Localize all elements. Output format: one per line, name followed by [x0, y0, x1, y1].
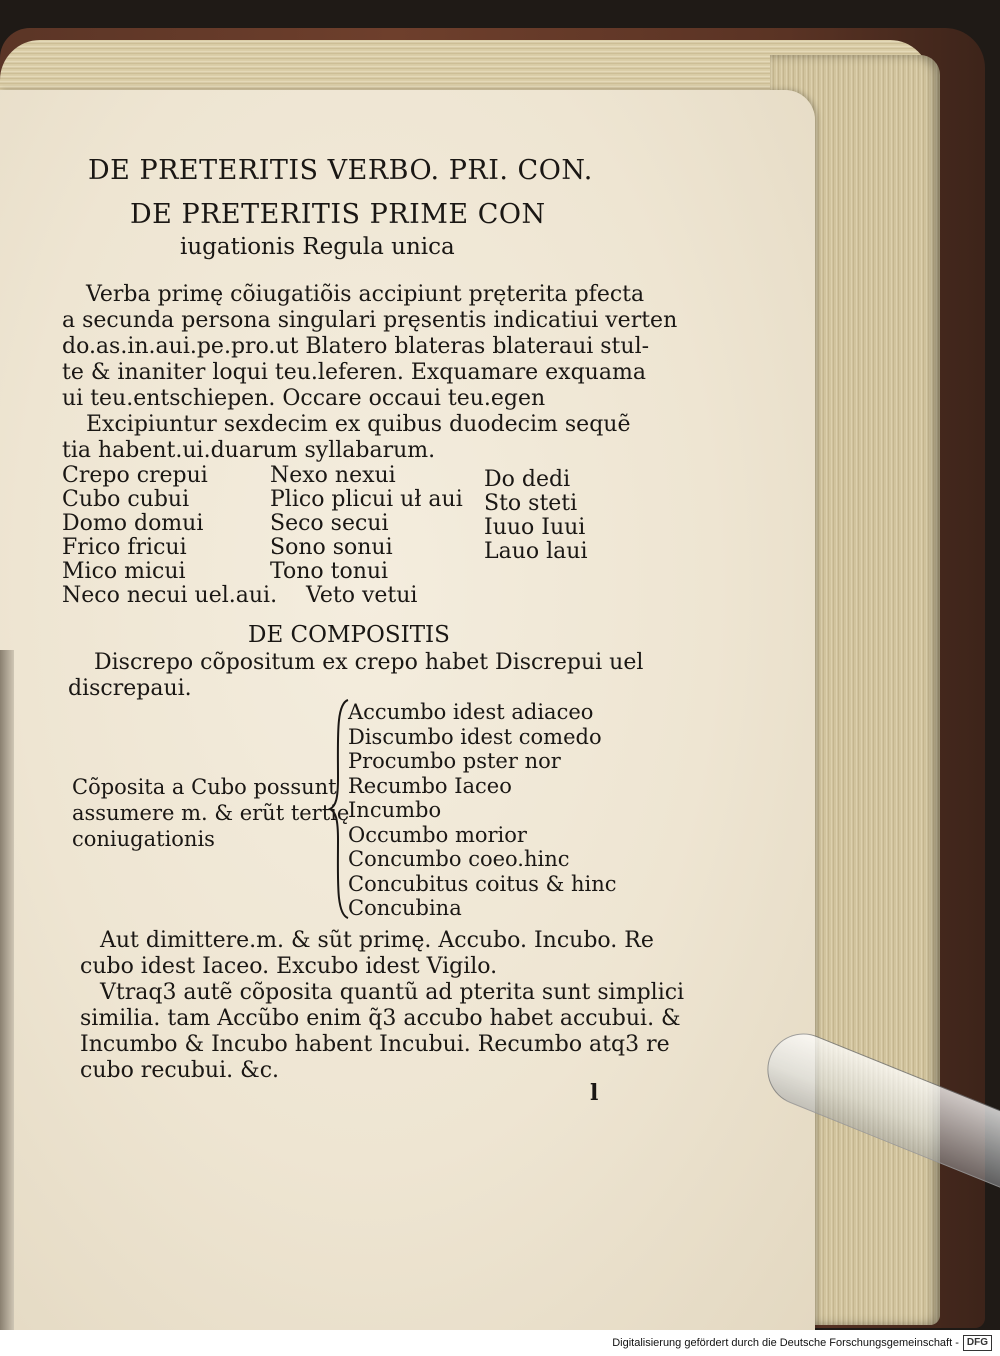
text-line: cubo recubui. &c.	[80, 1058, 280, 1083]
text-line: te & inaniter loqui teu.leferen. Exquamare exquama	[62, 360, 646, 385]
verb-entry: Neco necui uel.aui.	[62, 583, 278, 608]
text-line: Incumbo & Incubo habent Incubui. Recumbo atq3 re	[80, 1032, 670, 1057]
compounds-left	[72, 774, 349, 852]
text-line: Discrepo cõpositum ex crepo habet Discrepui uel	[94, 650, 644, 675]
verb-col-3	[484, 468, 588, 564]
funding-credit: Digitalisierung gefördert durch die Deutsche Forschungsgemeinschaft -	[612, 1337, 959, 1349]
text-line: Concubitus coitus & hinc	[348, 871, 617, 896]
verb-entry: Sono sonui	[270, 535, 393, 560]
verb-entry: Lauo laui	[484, 539, 588, 564]
signature-mark: l	[590, 1080, 599, 1106]
verb-entry: Tono tonui	[270, 559, 389, 584]
text-line: ui teu.entschiepen. Occare occaui teu.egen	[62, 386, 546, 411]
compounds-right	[348, 700, 617, 921]
text-line: Incumbo	[348, 798, 442, 822]
running-title: DE PRETERITIS VERBO. PRI. CON.	[88, 155, 593, 186]
verb-entry: Do dedi	[484, 467, 571, 492]
text-line: Aut dimittere.m. & sũt primę. Accubo. Incubo. Re	[100, 928, 654, 953]
curly-brace	[328, 698, 350, 920]
text-line: Accumbo idest adiaceo	[348, 700, 594, 724]
verb-entry: Sto steti	[484, 491, 578, 516]
verb-entry: Frico fricui	[62, 535, 187, 560]
section-title: DE PRETERITIS PRIME CON	[130, 199, 546, 230]
text-line: Recumbo Iaceo	[348, 773, 512, 798]
text-line: Vtraq3 autẽ cõposita quantũ ad pterita sunt simplici	[100, 980, 685, 1005]
text-line: Verba primę cõiugatiõis accipiunt pręterita pfecta	[86, 282, 645, 307]
text-line: Cõposita a Cubo possunt	[72, 775, 337, 799]
text-line: coniugationis	[72, 827, 215, 851]
verb-entry: Plico plicui uł aui	[270, 487, 463, 512]
text-line: a secunda persona singulari pręsentis indicatiui verten	[62, 308, 678, 333]
verb-entry: Veto vetui	[306, 583, 418, 608]
section-subtitle: iugationis Regula unica	[180, 234, 455, 260]
binding-gutter	[0, 650, 14, 1330]
text-line: Concumbo coeo.hinc	[348, 847, 570, 871]
footer-bar	[0, 1330, 1000, 1356]
verb-col-1	[62, 464, 277, 608]
text-line: tia habent.ui.duarum syllabarum.	[62, 438, 436, 463]
text-line: Discumbo idest comedo	[348, 724, 602, 749]
text-line: Occumbo morior	[348, 822, 527, 847]
verb-entry: Mico micui	[62, 559, 186, 584]
compositis-heading: DE COMPOSITIS	[248, 622, 450, 648]
verb-entry: Seco secui	[270, 511, 389, 536]
text-line: assumere m. & erũt tertię	[72, 801, 350, 825]
dfg-logo: DFG	[963, 1335, 992, 1351]
verb-col-2	[270, 464, 463, 608]
text-line: Concubina	[348, 896, 462, 920]
text-line: Procumbo pster nor	[348, 749, 561, 773]
text-line: do.as.in.aui.pe.pro.ut Blatero blateras blateraui stul-	[62, 334, 650, 359]
verb-entry: Crepo crepui	[62, 463, 208, 488]
text-line: cubo idest Iaceo. Excubo idest Vigilo.	[80, 954, 498, 979]
text-line: similia. tam Accũbo enim q̃3 accubo habet accubui. &	[80, 1006, 681, 1031]
verb-entry: Iuuo Iuui	[484, 515, 586, 540]
verb-entry: Cubo cubui	[62, 487, 190, 512]
text-line: discrepaui.	[68, 676, 192, 701]
verb-entry: Nexo nexui	[270, 463, 396, 488]
text-line: Excipiuntur sexdecim ex quibus duodecim sequẽ	[86, 412, 631, 437]
verb-entry: Domo domui	[62, 511, 204, 536]
